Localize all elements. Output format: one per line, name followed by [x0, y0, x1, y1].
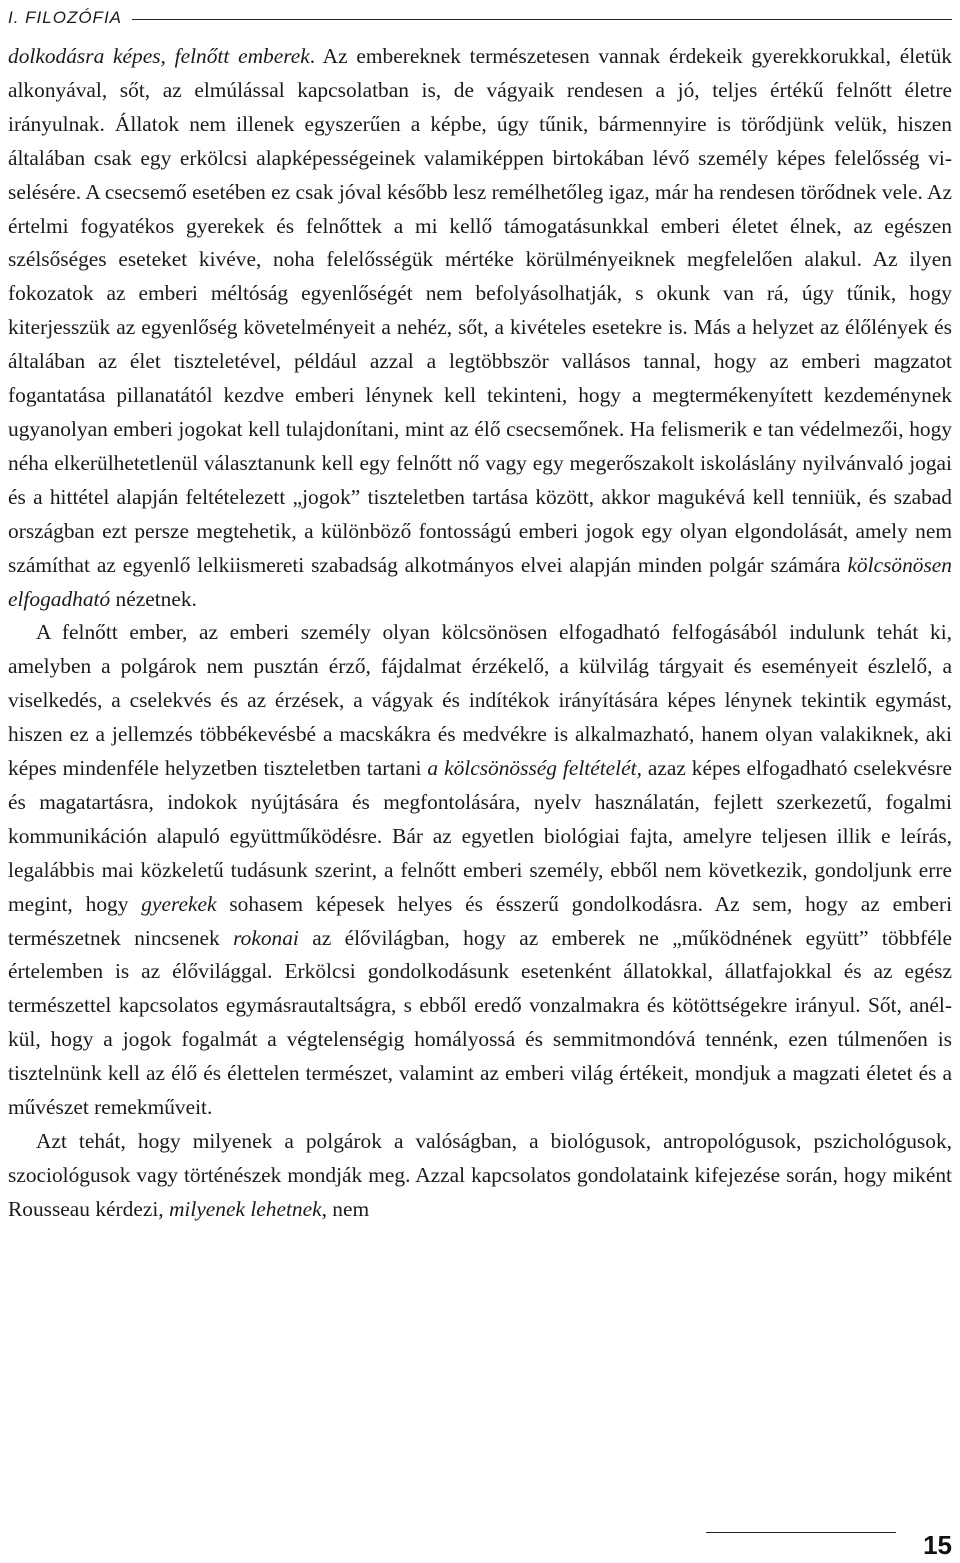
text-span: . Az embereknek természetesen vannak érdekeik gyerekkorukkal, életük alkonyával, sőt, az elmúlással kapcsolatban is, de vágyaik rendesen a jó, teljes értékű felnőtt életre irányulnak. Állatok nem illenek egyszerűen a képbe, úgy tűnik, bármennyire is törődjünk velük, hiszen általában csak egy erkölcsi alapképességeinek valamiképpen birtokában lévő személy képes felelősség viselésére. A csecsemő esetében ez csak jóval később lesz remélhetőleg igaz, már ha rendesen törődnek vele. Az értelmi fogyatékos gyerekek és felnőttek a mi kellő támogatásunkkal emberi életet élnek, az egészen szélsőséges eseteket kivéve, noha felelősségük mértéke körülményeiknek megfelelően alakul. Az ilyen fokozatok az emberi méltóság egyenlőségét nem befolyásolhatják, s okunk van rá, úgy tűnik, hogy kiterjesszük az egyenlőség követelményeit a nehéz, sőt, a kivételes esetekre is. Más a helyzet az élőlények és általában az élet tiszteletével, például azzal a legtöbbször vallásos tannal, hogy az emberi magzatot fogantatása pillanatától kezdve emberi lénynek kell tekinteni, hogy a megtermékenyített kezdeménynek ugyanolyan emberi jogokat kell tulajdonítani, mint az élő csecsemőnek. Ha felismerik e tan védelmezői, hogy néha elkerülhetetlenül választanunk kell egy felnőtt nő vagy egy megerőszakolt iskoláslány nyilvánvaló jogai és a hittétel alapján feltételezett „jogok” tiszteletben tartása között, akkor magukévá kell tenniük, és szabad országban ezt persze megtehetik, a különböző fontosságú emberi jogok egy olyan elgondolását, amely nem számíthat az egyenlő lelkiismereti szabadság alkotmányos elvei alapján minden polgár számára	[8, 44, 952, 577]
text-span: az élővilágban, hogy az emberek ne „működnének együtt” többféle értelemben is az élővilággal. Erkölcsi gondolkodásunk esetenként állatokkal, állatfajokkal és az egész természettel kapcsolatos egymásrautaltságra, s ebből eredő vonzalmakra és kötöttségekre irányul. Sőt, anélkül, hogy a jogok fogalmát a végtelenségig homályossá és semmitmondóvá tennénk, ezen túlmenően is tisztelnünk kell az élő és élettelen természet, valamint az emberi világ értékeit, mondjuk a magzati életet és a művészet remekműveit.	[8, 925, 952, 1120]
paragraph-3	[8, 1125, 952, 1227]
body-text	[8, 40, 952, 1227]
running-header	[8, 4, 952, 32]
text-span: gyerekek	[141, 891, 217, 916]
text-span: sohasem képesek helyes és ésszerű gondolkodásra. Az sem, hogy az emberi természetnek nincsenek	[8, 891, 953, 950]
footer-rule	[706, 1532, 896, 1533]
text-span: Azt tehát, hogy milyenek a polgárok a valóságban, a biológusok, antropológusok, pszichológusok, szociológusok vagy történészek mondják meg. Azzal kapcsolatos gondolataink kifejezése során, hogy miként Rousseau kérdezi,	[8, 1129, 952, 1221]
text-span: A felnőtt ember, az emberi személy olyan kölcsönösen elfogadható felfogásából indulunk tehát ki, amelyben a polgárok nem pusztán érző, fájdalmat érzékelő, a külvilág tárgyait és eseményeit észlelő, a viselkedés, a cselekvés és az érzések, a vágyak és indítékok irányítására képes lénynek tekintik egymást, hiszen ez a jellemzés többékevésbé a macskákra és medvékre is alkalmazható, hanem olyan valakiknek, aki képes mindenféle helyzetben tiszteletben tartani	[8, 620, 952, 781]
text-span: rokonai	[233, 925, 299, 950]
page-number: 15	[923, 1530, 952, 1560]
text-span: milyenek lehetnek	[168, 1196, 322, 1221]
text-span: nézetnek.	[110, 586, 197, 611]
paragraph-2	[8, 616, 952, 1125]
paragraph-1	[8, 40, 952, 616]
text-span: kölcsönösen elfogadható	[8, 552, 952, 611]
section-title: I. FILOZÓFIA	[8, 8, 123, 27]
text-span: , azaz képes elfogadható cselekvésre és magatartásra, indokok nyújtására és megfontolására, nyelv használatán, fejlett szerkezetű, fogalmi kommunikáción alapuló együttműködésre. Bár az egyetlen biológiai fajta, amelyre teljesen illik e leírás, legalábbis mai közkeletű tudásunk szerint, a felnőtt emberi személy, ebből nem következik, gondoljunk erre megint, hogy	[8, 756, 952, 916]
header-rule	[132, 19, 952, 20]
text-span: , nem	[321, 1196, 370, 1221]
text-span: dolkodásra képes, felnőtt emberek	[8, 44, 310, 68]
text-span: a kölcsönösség feltételét	[427, 756, 637, 781]
